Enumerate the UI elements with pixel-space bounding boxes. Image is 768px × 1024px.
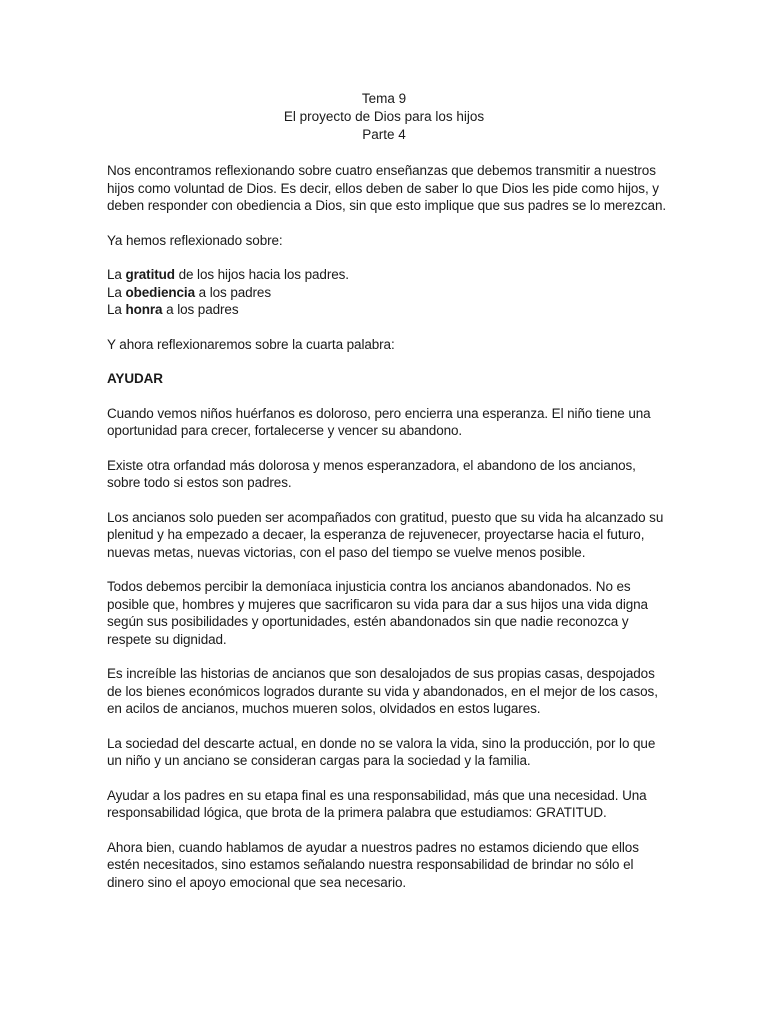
document-title: El proyecto de Dios para los hijos [283, 109, 485, 124]
body-paragraph: Los ancianos solo pueden ser acompañados con gratitud, puesto que su vida ha alcanzado su plenitud y ha empezado a decaer, la esperanza de rejuvenecer, proyectarse hacia el futuro, nuevas metas, nuevas victorias, con el paso del tiempo se vuelve menos posible. [107, 509, 664, 560]
body-paragraph: Es increíble las historias de ancianos que son desalojados de sus propias casas, despojados de los bienes económicos logrados durante su vida y abandonados, en el mejor de los casos, en acilos de ancianos, muchos mueren solos, olvidados en estos lugares. [107, 666, 658, 716]
body-paragraph: Todos debemos percibir la demoníaca injusticia contra los ancianos abandonados. No es posible que, hombres y mujeres que sacrificaron su vida para dar a sus hijos una vida digna según sus posibilidades y oportunidades, estén abandonados sin que nadie reconozca y respete su dignidad. [107, 579, 648, 647]
list-item-suffix: a los padres [195, 284, 271, 300]
list-item-prefix: La [107, 284, 126, 300]
list-item-keyword: honra [125, 302, 163, 317]
list-item-keyword: gratitud [125, 267, 175, 282]
list-item-prefix: La [107, 302, 126, 317]
body-paragraph: Ayudar a los padres en su etapa final es una responsabilidad, más que una necesidad. Una responsabilidad lógica, que brota de la primera palabra que estudiamos: GRATITUD. [107, 787, 647, 820]
list-item [107, 301, 667, 319]
list-item-suffix: a los padres [162, 302, 239, 317]
body-paragraph: Ahora bien, cuando hablamos de ayudar a nuestros padres no estamos diciendo que ellos estén necesitados, sino estamos señalando nuestra responsabilidad de brindar no sólo el dinero sino el apoyo emocional que sea necesario. [107, 839, 639, 890]
list-item-prefix: La [107, 267, 126, 282]
now-reflect-text: Y ahora reflexionaremos sobre la cuarta palabra: [107, 336, 395, 352]
section-heading: AYUDAR [107, 371, 163, 386]
list-item-suffix: de los hijos hacia los padres. [174, 267, 349, 282]
part-number: Parte 4 [362, 127, 406, 142]
already-reflected-text: Ya hemos reflexionado sobre: [107, 232, 283, 248]
document-body [107, 162, 667, 908]
reflected-list [107, 266, 667, 319]
body-paragraph: Existe otra orfandad más dolorosa y menos esperanzadora, el abandono de los ancianos, sobre todo si estos son padres. [107, 457, 636, 490]
topic-number: Tema 9 [361, 91, 407, 106]
list-item-keyword: obediencia [125, 284, 195, 300]
document-header [0, 90, 768, 144]
intro-paragraph: Nos encontramos reflexionando sobre cuatro enseñanzas que debemos transmitir a nuestros hijos como voluntad de Dios. Es decir, ellos deben de saber lo que Dios les pide como hijos, y deben responder con obediencia a Dios, sin que esto implique que sus padres se lo merezcan. [107, 163, 667, 213]
body-paragraph: La sociedad del descarte actual, en donde no se valora la vida, sino la producción, por lo que un niño y un anciano se consideran cargas para la sociedad y la familia. [107, 735, 656, 768]
list-item [107, 266, 667, 284]
list-item [107, 284, 667, 302]
body-paragraph: Cuando vemos niños huérfanos es doloroso, pero encierra una esperanza. El niño tiene una oportunidad para crecer, fortalecerse y vencer su abandono. [107, 405, 651, 438]
